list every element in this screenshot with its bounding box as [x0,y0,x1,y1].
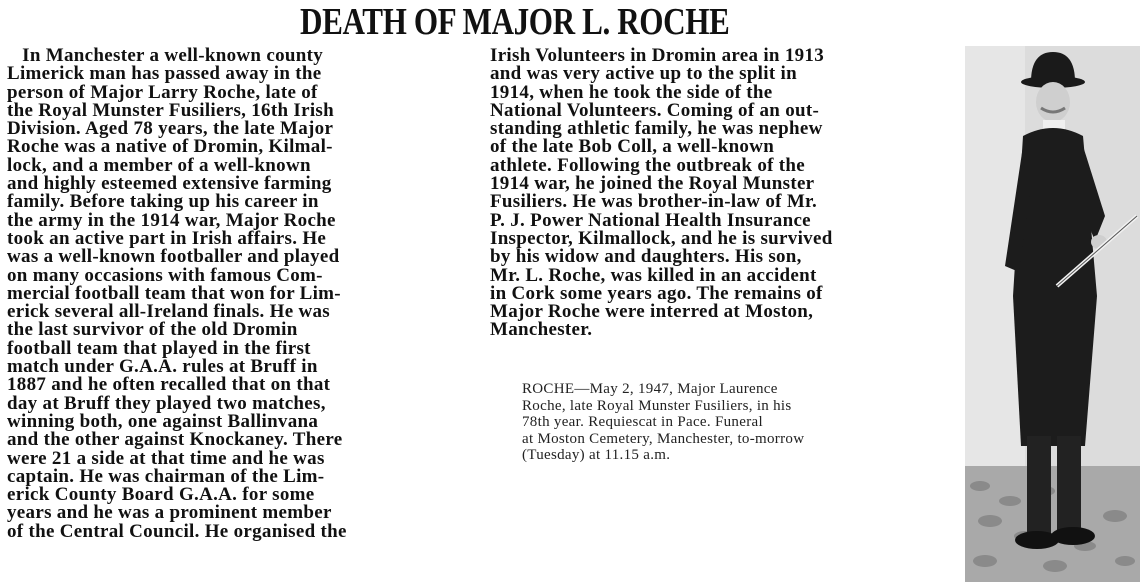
article-line: 1914, when he took the side of the [490,81,773,103]
article-line: in Cork some years ago. The remains of [490,282,823,304]
article-line: years and he was a prominent member [7,502,332,524]
article-line: lock, and a member of a well-known [7,154,311,176]
article-line: erick several all-Ireland finals. He was [7,301,331,323]
article-line: erick County Board G.A.A. for some [7,484,315,506]
article-line: the last survivor of the old Dromin [7,319,298,341]
article-line: of the Central Council. He organised the [7,520,347,542]
article-line: 1887 and he often recalled that on that [7,374,331,396]
article-line: P. J. Power National Health Insurance [490,209,811,231]
notice-line: (Tuesday) at 11.15 a.m. [522,447,671,463]
article-line: the army in the 1914 war, Major Roche [7,209,336,231]
article-line: and highly esteemed extensive farming [7,173,332,195]
notice-line: Roche, late Royal Munster Fusiliers, in his [522,397,792,414]
article-line: Manchester. [490,319,593,341]
article-line: and the other against Knockaney. There [7,429,343,451]
article-column-left [7,47,462,541]
article-line: Roche was a native of Dromin, Kilmal- [7,136,333,158]
article-line: 1914 war, he joined the Royal Munster [490,173,815,195]
article-headline: DEATH OF MAJOR L. ROCHE [300,1,730,43]
article-line: family. Before taking up his career in [7,191,319,213]
article-line: Inspector, Kilmallock, and he is survived [490,227,833,249]
article-line: Limerick man has passed away in the [7,63,322,85]
article-line: took an active part in Irish affairs. He [7,227,327,249]
death-notice [522,381,902,464]
article-line: on many occasions with famous Com- [7,264,323,286]
article-line: match under G.A.A. rules at Bruff in [7,356,318,378]
article-line: National Volunteers. Coming of an out- [490,99,820,121]
notice-line: 78th year. Requiescat in Pace. Funeral [522,414,763,430]
article-line: winning both, one against Ballinvana [7,410,319,432]
article-line: and was very active up to the split in [490,63,797,85]
article-column-middle [490,47,950,340]
article-line: Division. Aged 78 years, the late Major [7,118,334,140]
portrait-photo [965,46,1140,582]
article-line: athlete. Following the outbreak of the [490,154,806,176]
article-line: person of Major Larry Roche, late of [7,81,318,103]
article-line: Major Roche were interred at Moston, [490,301,814,323]
article-line: Mr. L. Roche, was killed in an accident [490,264,817,286]
article-line: captain. He was chairman of the Lim- [7,465,325,487]
article-line: were 21 a side at that time and he was [7,447,325,469]
article-line: by his widow and daughters. His son, [490,246,802,268]
article-line: the Royal Munster Fusiliers, 16th Irish [7,99,334,121]
article-line: In Manchester a well-known county [7,45,324,66]
article-line: Fusiliers. He was brother-in-law of Mr. [490,191,818,213]
article-line: of the late Bob Coll, a well-known [490,136,775,158]
article-line: day at Bruff they played two matches, [7,392,326,414]
article-line: football team that played in the first [7,337,311,359]
article-line: Irish Volunteers in Dromin area in 1913 [490,45,825,66]
article-line: mercial football team that won for Lim- [7,282,341,304]
article-line: was a well-known footballer and played [7,246,340,268]
notice-line: at Moston Cemetery, Manchester, to-morrow [522,430,805,447]
article-line: standing athletic family, he was nephew [490,118,823,140]
notice-line: ROCHE—May 2, 1947, Major Laurence [522,381,778,397]
